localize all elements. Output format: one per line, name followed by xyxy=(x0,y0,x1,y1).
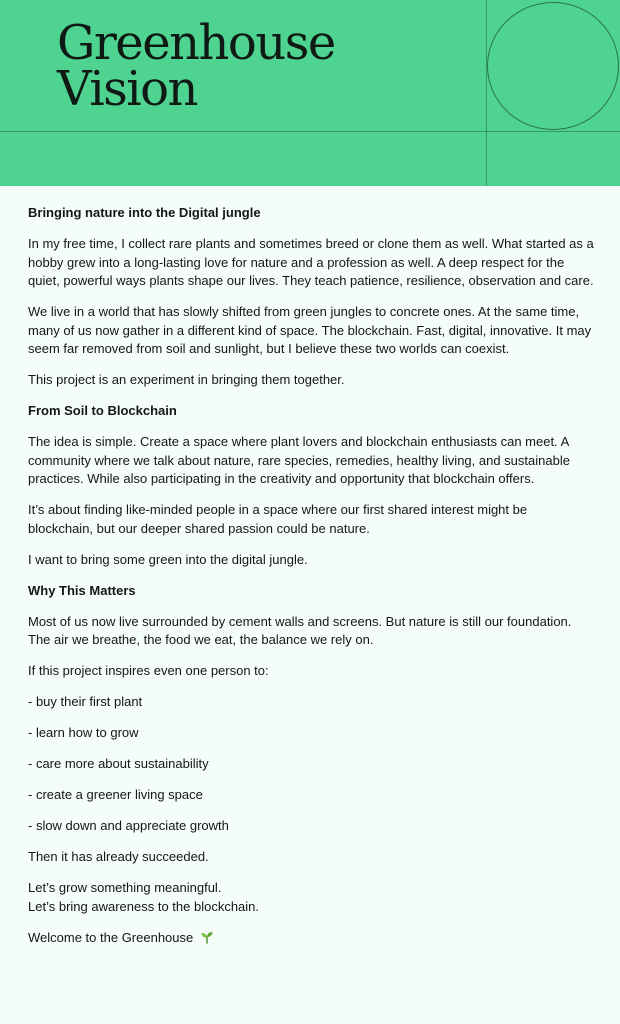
paragraph: Then it has already succeeded. xyxy=(28,849,209,864)
paragraph: This project is an experiment in bringing them together. xyxy=(28,372,345,387)
paragraph: If this project inspires even one person to: xyxy=(28,663,269,678)
section-heading-digital-jungle: Bringing nature into the Digital jungle xyxy=(28,205,261,220)
hero-vertical-rule xyxy=(486,0,487,186)
paragraph: I want to bring some green into the digital jungle. xyxy=(28,551,308,567)
list-item: - slow down and appreciate growth xyxy=(28,818,229,833)
sprout-icon xyxy=(200,930,214,944)
section-heading-why-this-matters: Why This Matters xyxy=(28,582,136,598)
welcome-text: Welcome to the Greenhouse xyxy=(28,929,194,945)
paragraph: It’s about finding like-minded people in a space where our first shared interest might be blockchain, but our deeper shared passion could be nature. xyxy=(28,502,528,536)
hero-circle-outline xyxy=(487,2,619,130)
paragraph: The idea is simple. Create a space where plant lovers and blockchain enthusiasts can meet. A community where we talk about nature, rare species, remedies, healthy living, and sustainable practices. While also participating in the creativity and opportunity that blockchain offers. xyxy=(28,434,570,486)
section-heading-soil-to-blockchain: From Soil to Blockchain xyxy=(28,403,177,418)
list-item: - create a greener living space xyxy=(28,787,203,802)
closing-line-2: Let’s bring awareness to the blockchain. xyxy=(28,898,260,914)
paragraph: We live in a world that has slowly shifted from green jungles to concrete ones. At the same time, many of us now gather in a different kind of space. The blockchain. Fast, digital, innovative. It may seem far removed from soil and sunlight, but I believe these two worlds can coexist. xyxy=(28,304,592,356)
list-item: - learn how to grow xyxy=(28,725,139,740)
article-body xyxy=(28,204,594,960)
hero-horizontal-rule xyxy=(0,131,620,132)
list-item: - buy their first plant xyxy=(28,694,143,709)
page-title xyxy=(57,15,335,117)
closing-lines xyxy=(28,879,594,916)
closing-line-1: Let’s grow something meaningful. xyxy=(28,880,222,895)
paragraph: In my free time, I collect rare plants and sometimes breed or clone them as well. What started as a hobby grew into a long-lasting love for nature and a profession as well. A deep respect for the quiet, powerful ways plants shape our lives. They teach patience, resilience, observation and care. xyxy=(28,236,594,288)
paragraph: Most of us now live surrounded by cement walls and screens. But nature is still our foundation. The air we breathe, the food we eat, the balance we rely on. xyxy=(28,613,572,647)
welcome-line xyxy=(28,929,594,948)
title-line-2: Vision xyxy=(57,61,197,117)
hero-banner xyxy=(0,0,620,186)
title-line-1: Greenhouse xyxy=(57,15,335,71)
list-item: - care more about sustainability xyxy=(28,756,209,771)
